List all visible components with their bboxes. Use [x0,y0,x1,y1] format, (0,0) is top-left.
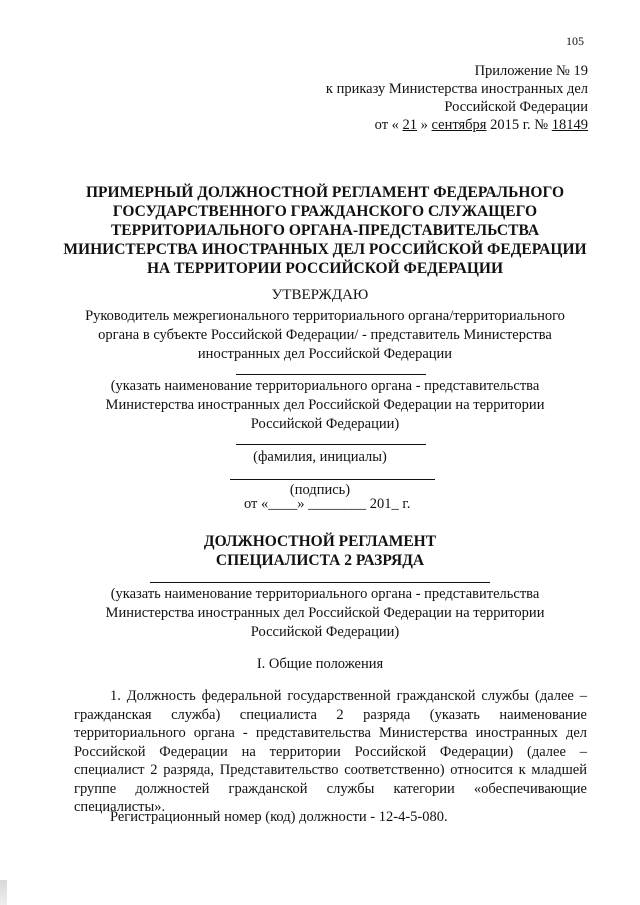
regulation-title-line: ДОЛЖНОСТНОЙ РЕГЛАМЕНТ [203,533,437,550]
appendix-country: Российской Федерации [444,99,588,115]
scan-edge [0,880,7,905]
main-title-line: ТЕРРИТОРИАЛЬНОГО ОРГАНА-ПРЕДСТАВИТЕЛЬСТВА [110,222,540,239]
section-heading: I. Общие положения [256,656,384,672]
appendix-block [268,62,588,134]
name-blank-line [236,444,426,445]
approval-position [60,307,590,364]
org-name-blank-line-2 [150,582,490,583]
org-hint-line: Министерства иностранных дел Российской Федерации на территории [105,397,545,413]
org-name-hint-2 [60,585,590,642]
approval-heading: УТВЕРЖДАЮ [271,287,369,303]
org-hint-line: (указать наименование территориального органа - представительства [110,586,540,602]
registration-number: Регистрационный номер (код) должности - 12-4-5-080. [110,809,448,825]
signature-hint: (подпись) [289,482,351,498]
regulation-title [0,532,640,570]
signature-blank-line [230,479,435,480]
name-hint: (фамилия, инициалы) [253,449,387,465]
approval-position-line: Руководитель межрегионального территориального органа/территориального [85,308,565,324]
appendix-title: Приложение № 19 [474,63,588,79]
main-title-line: НА ТЕРРИТОРИИ РОССИЙСКОЙ ФЕДЕРАЦИИ [146,260,504,277]
order-day: 21 [402,117,418,133]
main-title-line: МИНИСТЕРСТВА ИНОСТРАННЫХ ДЕЛ РОССИЙСКОЙ ФЕДЕРАЦИИ [63,241,587,258]
paragraph-1: 1. Должность федеральной государственной гражданской службы (далее – гражданская служба) специалиста 2 разряда (указать наименование территориального органа - представительства Министерства иностранных дел Российской Федерации на территории Российской Федерации) (далее – специалист 2 разряда, Представительство соответственно) относится к младшей группе должностей гражданской службы категории «обеспечивающие специалисты». [74,688,587,815]
order-number: 18149 [551,117,588,133]
approval-date: от «____» ________ 201_ г. [244,496,411,512]
regulation-title-line: СПЕЦИАЛИСТА 2 РАЗРЯДА [215,552,425,569]
org-hint-line: Российской Федерации) [250,624,400,640]
org-hint-line: (указать наименование территориального органа - представительства [110,378,540,394]
appendix-date [268,116,588,134]
order-year: 2015 г. № [486,117,552,133]
approval-position-line: иностранных дел Российской Федерации [197,346,453,362]
org-hint-line: Министерства иностранных дел Российской Федерации на территории [105,605,545,621]
appendix-order-ref: к приказу Министерства иностранных дел [325,81,588,97]
date-mid: » [417,117,432,133]
main-title-line: ПРИМЕРНЫЙ ДОЛЖНОСТНОЙ РЕГЛАМЕНТ ФЕДЕРАЛЬНОГО [85,184,564,201]
order-month: сентября [431,117,487,133]
approval-position-line: органа в субъекте Российской Федерации/ - представитель Министерства [98,327,552,343]
org-hint-line: Российской Федерации) [250,416,400,432]
org-name-blank-line [236,374,426,375]
page-number: 105 [566,34,584,48]
main-title [60,183,590,278]
main-title-line: ГОСУДАРСТВЕННОГО ГРАЖДАНСКОГО СЛУЖАЩЕГО [112,203,538,220]
org-name-hint [60,377,590,434]
date-prefix: от « [374,117,403,133]
